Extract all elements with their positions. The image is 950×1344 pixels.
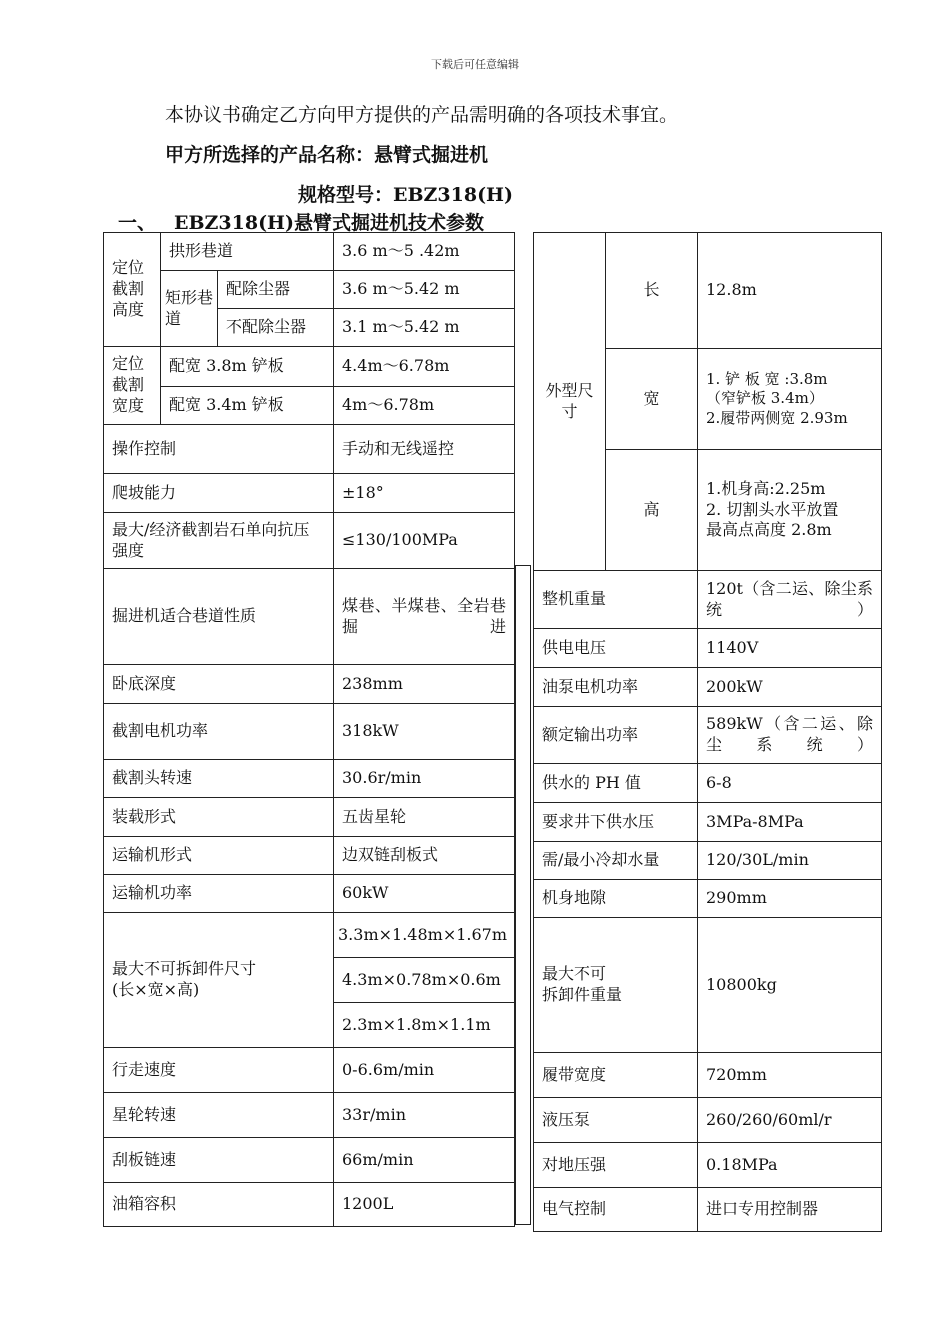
row-label: 刮板链速 xyxy=(104,1138,334,1183)
height-value xyxy=(698,450,882,571)
row-value: 进口专用控制器 xyxy=(698,1188,882,1232)
row-label: 油泵电机功率 xyxy=(534,668,698,707)
row-label: 油箱容积 xyxy=(104,1183,334,1227)
table-row xyxy=(534,1053,882,1098)
table-row xyxy=(534,707,882,764)
row-label: 需/最小冷却水量 xyxy=(534,842,698,880)
table-row xyxy=(104,875,515,913)
table-row xyxy=(534,1188,882,1232)
table-row xyxy=(104,704,515,760)
cut-height-label: 定位截割高度 xyxy=(104,233,161,347)
height-label: 高 xyxy=(606,450,698,571)
cut-width-r1-value: 4.4m～6.78m xyxy=(334,347,515,387)
dims-value-3: 2.3m×1.8m×1.1m xyxy=(334,1003,515,1048)
left-spec-table xyxy=(103,232,515,1227)
dims-label-line2: (长×宽×高) xyxy=(112,980,200,999)
row-value: 120t（含二运、除尘系统） xyxy=(698,571,882,629)
table-row xyxy=(534,571,882,629)
table-row xyxy=(534,1143,882,1188)
cut-width-r2-label: 配宽 3.4m 铲板 xyxy=(161,387,334,425)
row-label: 行走速度 xyxy=(104,1048,334,1093)
table-row xyxy=(104,798,515,837)
dims-value-2: 4.3m×0.78m×0.6m xyxy=(334,958,515,1003)
no-dust-value: 3.1 m～5.42 m xyxy=(334,309,515,347)
with-dust-label: 配除尘器 xyxy=(218,271,334,309)
table-row xyxy=(104,913,515,958)
row-value: 33r/min xyxy=(334,1093,515,1138)
row-label: 供水的 PH 值 xyxy=(534,764,698,803)
row-value: ≤130/100MPa xyxy=(334,513,515,569)
row-value: 120/30L/min xyxy=(698,842,882,880)
weight-label-line2: 拆卸件重量 xyxy=(542,985,623,1004)
row-value: 30.6r/min xyxy=(334,760,515,798)
row-label: 履带宽度 xyxy=(534,1053,698,1098)
table-row xyxy=(534,1098,882,1143)
weight-label xyxy=(534,918,698,1053)
row-label: 星轮转速 xyxy=(104,1093,334,1138)
row-value: 1140V xyxy=(698,629,882,668)
section-title: EBZ318(H)悬臂式掘进机技术参数 xyxy=(174,212,485,234)
row-value: 318kW xyxy=(334,704,515,760)
row-value: 6-8 xyxy=(698,764,882,803)
no-dust-label: 不配除尘器 xyxy=(218,309,334,347)
table-row xyxy=(104,474,515,513)
table-row xyxy=(534,629,882,668)
row-label: 整机重量 xyxy=(534,571,698,629)
right-spec-table xyxy=(533,232,882,1232)
width-line1: 1. 铲 板 宽 :3.8m xyxy=(706,369,828,388)
row-label: 供电电压 xyxy=(534,629,698,668)
row-label: 对地压强 xyxy=(534,1143,698,1188)
row-value: 手动和无线遥控 xyxy=(334,425,515,474)
weight-label-line1: 最大不可 xyxy=(542,964,607,984)
table-row xyxy=(104,347,515,387)
row-value: 0-6.6m/min xyxy=(334,1048,515,1093)
row-label: 额定输出功率 xyxy=(534,707,698,764)
cut-width-r1-label: 配宽 3.8m 铲板 xyxy=(161,347,334,387)
table-row xyxy=(104,1183,515,1227)
table-row xyxy=(534,918,882,1053)
table-row xyxy=(104,387,515,425)
row-value: 290mm xyxy=(698,880,882,918)
row-label: 操作控制 xyxy=(104,425,334,474)
table-row xyxy=(104,760,515,798)
row-value: 238mm xyxy=(334,665,515,704)
table-row xyxy=(104,233,515,271)
row-value: 边双链刮板式 xyxy=(334,837,515,875)
product-name-line: 甲方所选择的产品名称：悬臂式掘进机 xyxy=(165,144,489,166)
width-line3: 2.履带两侧宽 2.93m xyxy=(706,408,848,427)
row-value: 3MPa-8MPa xyxy=(698,803,882,842)
width-label: 宽 xyxy=(606,349,698,450)
table-row xyxy=(104,1048,515,1093)
dims-value-1: 3.3m×1.48m×1.67m xyxy=(334,913,515,958)
row-value: 0.18MPa xyxy=(698,1143,882,1188)
row-value: ±18° xyxy=(334,474,515,513)
row-label: 最大/经济截割岩石单向抗压强度 xyxy=(104,513,334,569)
rect-tunnel-label: 矩形巷道 xyxy=(161,271,218,347)
table-row xyxy=(534,233,882,349)
intro-text: 本协议书确定乙方向甲方提供的产品需明确的各项技术事宜。 xyxy=(165,104,679,126)
table-row xyxy=(104,569,515,665)
row-label: 要求井下供水压 xyxy=(534,803,698,842)
row-value: 720mm xyxy=(698,1053,882,1098)
weight-value: 10800kg xyxy=(698,918,882,1053)
table-row xyxy=(104,665,515,704)
table-row xyxy=(534,842,882,880)
table-row xyxy=(534,764,882,803)
row-label: 液压泵 xyxy=(534,1098,698,1143)
arch-tunnel-label: 拱形巷道 xyxy=(161,233,334,271)
table-row xyxy=(534,668,882,707)
cut-width-r2-value: 4m～6.78m xyxy=(334,387,515,425)
row-label: 截割电机功率 xyxy=(104,704,334,760)
with-dust-value: 3.6 m～5.42 m xyxy=(334,271,515,309)
table-gap-column xyxy=(515,565,531,1225)
row-label: 掘进机适合巷道性质 xyxy=(104,569,334,665)
row-label: 卧底深度 xyxy=(104,665,334,704)
length-value: 12.8m xyxy=(698,233,882,349)
outer-dims-label: 外型尺寸 xyxy=(534,233,606,571)
table-row xyxy=(104,513,515,569)
row-value: 1200L xyxy=(334,1183,515,1227)
arch-tunnel-value: 3.6 m～5 .42m xyxy=(334,233,515,271)
row-value: 260/260/60ml/r xyxy=(698,1098,882,1143)
height-line1: 1.机身高:2.25m xyxy=(706,478,826,498)
row-value: 200kW xyxy=(698,668,882,707)
row-label: 机身地隙 xyxy=(534,880,698,918)
model-line: 规格型号：EBZ318(H) xyxy=(298,184,514,206)
height-line3: 最高点高度 2.8m xyxy=(706,520,832,540)
row-value: 五齿星轮 xyxy=(334,798,515,837)
table-row xyxy=(104,1138,515,1183)
table-row xyxy=(534,880,882,918)
height-line2: 2. 切割头水平放置 xyxy=(706,499,839,519)
row-label: 装载形式 xyxy=(104,798,334,837)
row-label: 运输机形式 xyxy=(104,837,334,875)
table-row xyxy=(104,425,515,474)
table-row xyxy=(534,803,882,842)
row-value: 589kW（含二运、除尘系统） xyxy=(698,707,882,764)
table-row xyxy=(104,837,515,875)
row-label: 运输机功率 xyxy=(104,875,334,913)
row-label: 截割头转速 xyxy=(104,760,334,798)
row-value: 60kW xyxy=(334,875,515,913)
cut-width-label: 定位截割宽度 xyxy=(104,347,161,425)
row-label: 电气控制 xyxy=(534,1188,698,1232)
section-number: 一、 xyxy=(118,212,157,234)
page-header: 下载后可任意编辑 xyxy=(431,58,519,71)
width-line2: （窄铲板 3.4m） xyxy=(706,389,824,408)
width-value xyxy=(698,349,882,450)
table-row xyxy=(104,271,515,309)
dims-label-line1: 最大不可拆卸件尺寸 xyxy=(112,959,257,979)
table-row xyxy=(104,1093,515,1138)
dims-label xyxy=(104,913,334,1048)
row-label: 爬坡能力 xyxy=(104,474,334,513)
row-value: 66m/min xyxy=(334,1138,515,1183)
row-value: 煤巷、半煤巷、全岩巷掘进 xyxy=(334,569,515,665)
length-label: 长 xyxy=(606,233,698,349)
section-heading xyxy=(118,208,484,235)
